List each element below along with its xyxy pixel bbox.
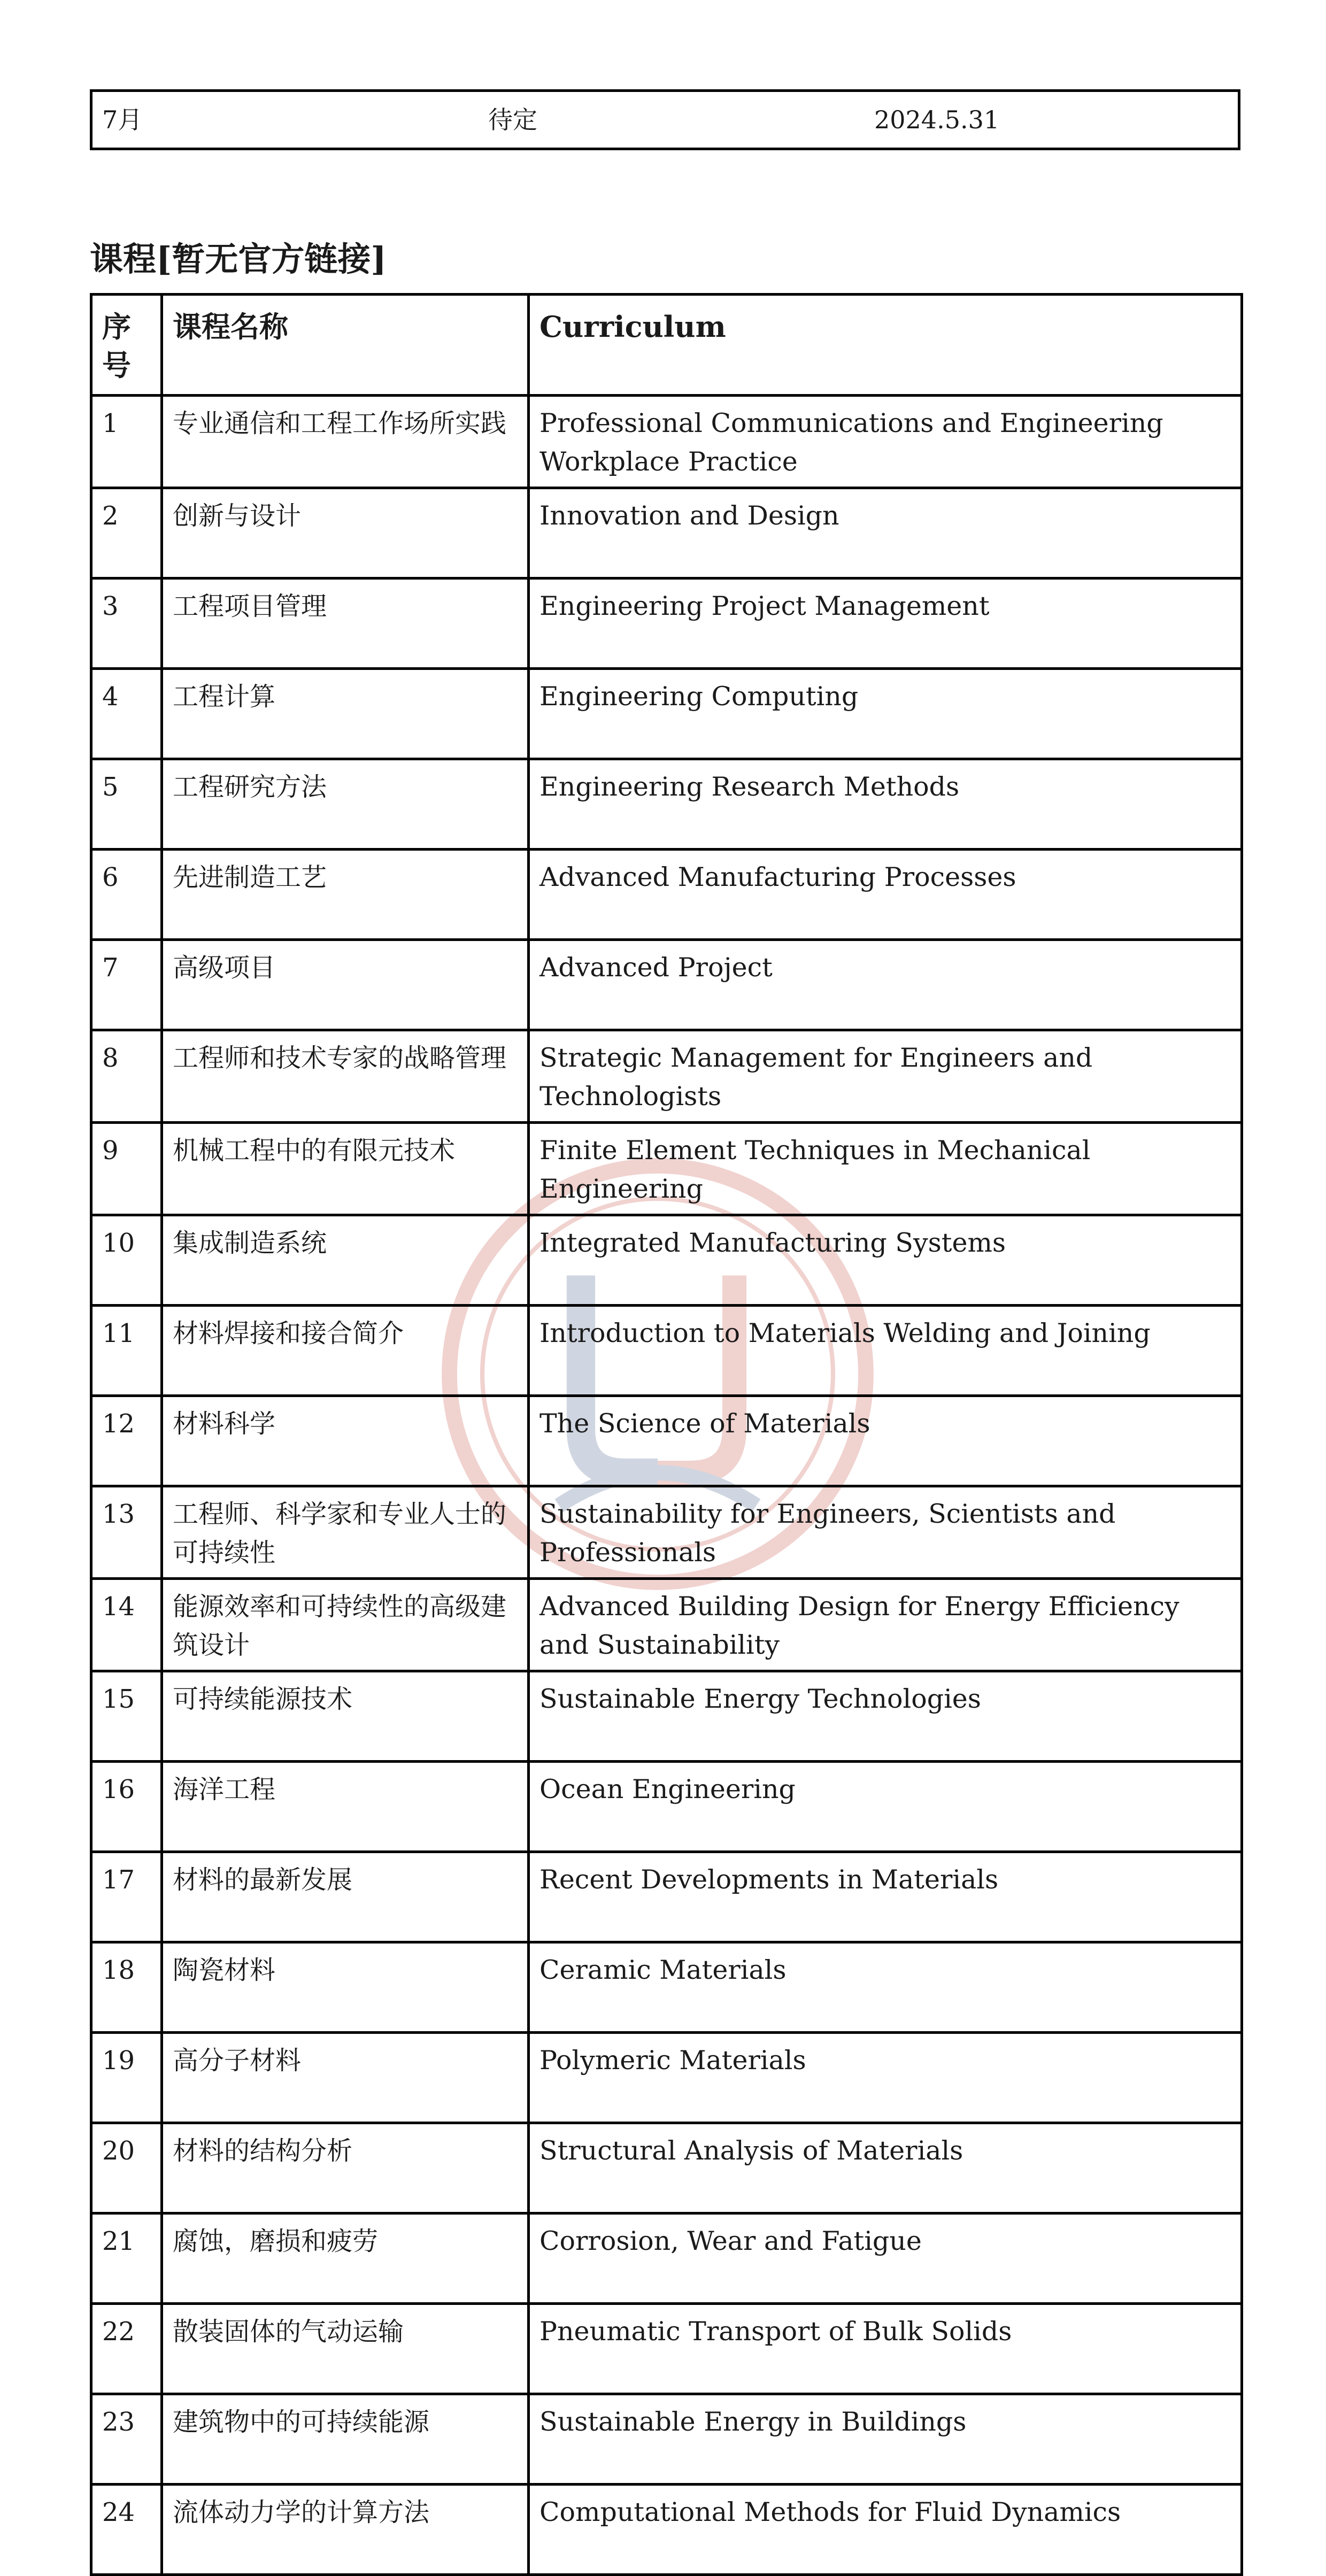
header-no: 序号 [91,295,162,396]
course-name-en: Engineering Research Methods [529,759,1242,850]
course-number: 4 [91,669,162,759]
status-cell: 待定 [488,105,537,134]
course-name-en: Computational Methods for Fluid Dynamics [529,2485,1242,2575]
course-name-en: Strategic Management for Engineers and Technologists [529,1030,1242,1123]
table-row [91,669,1242,759]
table-row [91,940,1242,1030]
table-row [91,759,1242,850]
table-row [91,1762,1242,1852]
course-name-en: Recent Developments in Materials [529,1852,1242,1942]
header-en: Curriculum [529,295,1242,396]
course-number: 22 [91,2304,162,2394]
course-name-en: Ocean Engineering [529,1762,1242,1852]
course-name-en: Advanced Manufacturing Processes [529,850,1242,940]
course-name-zh: 专业通信和工程工作场所实践 [162,396,529,488]
course-name-zh: 创新与设计 [162,488,529,579]
course-name-en: Advanced Building Design for Energy Efficiency and Sustainability [529,1579,1242,1671]
course-name-zh: 先进制造工艺 [162,850,529,940]
table-row [91,1671,1242,1762]
top-info-row [90,89,1240,150]
course-number: 6 [91,850,162,940]
table-row [91,1123,1242,1215]
table-row [91,2033,1242,2123]
course-name-zh: 腐蚀，磨损和疲劳 [162,2213,529,2304]
course-name-zh: 海洋工程 [162,1762,529,1852]
course-name-zh: 机械工程中的有限元技术 [162,1123,529,1215]
course-name-zh: 材料焊接和接合简介 [162,1306,529,1396]
course-number: 1 [91,396,162,488]
table-row [91,1486,1242,1579]
course-number: 5 [91,759,162,850]
course-name-zh: 可持续能源技术 [162,1671,529,1762]
course-number: 14 [91,1579,162,1671]
course-name-en: Finite Element Techniques in Mechanical Engineering [529,1123,1242,1215]
course-number: 9 [91,1123,162,1215]
curriculum-table [90,293,1243,2576]
course-number: 19 [91,2033,162,2123]
course-name-en: Sustainable Energy Technologies [529,1671,1242,1762]
table-row [91,850,1242,940]
course-name-zh: 工程研究方法 [162,759,529,850]
course-number: 21 [91,2213,162,2304]
course-number: 3 [91,579,162,669]
month-cell: 7月 [102,105,143,134]
course-name-en: Engineering Project Management [529,579,1242,669]
course-number: 7 [91,940,162,1030]
course-name-en: Integrated Manufacturing Systems [529,1215,1242,1306]
table-header-row [91,295,1242,396]
course-name-zh: 材料科学 [162,1396,529,1486]
table-row [91,2123,1242,2213]
table-row [91,1030,1242,1123]
course-name-en: Corrosion, Wear and Fatigue [529,2213,1242,2304]
course-name-en: Introduction to Materials Welding and Joining [529,1306,1242,1396]
course-number: 12 [91,1396,162,1486]
course-name-zh: 建筑物中的可持续能源 [162,2394,529,2485]
course-name-en: Pneumatic Transport of Bulk Solids [529,2304,1242,2394]
course-number: 23 [91,2394,162,2485]
date-cell: 2024.5.31 [874,105,1000,134]
course-name-zh: 流体动力学的计算方法 [162,2485,529,2575]
course-name-en: Engineering Computing [529,669,1242,759]
course-name-en: Structural Analysis of Materials [529,2123,1242,2213]
course-name-zh: 工程计算 [162,669,529,759]
course-number: 20 [91,2123,162,2213]
course-name-en: Sustainable Energy in Buildings [529,2394,1242,2485]
course-name-zh: 能源效率和可持续性的高级建筑设计 [162,1579,529,1671]
course-name-en: Innovation and Design [529,488,1242,579]
course-number: 15 [91,1671,162,1762]
table-body [91,396,1242,2575]
table-row [91,2394,1242,2485]
course-number: 8 [91,1030,162,1123]
header-zh: 课程名称 [162,295,529,396]
course-number: 24 [91,2485,162,2575]
table-row [91,1306,1242,1396]
course-name-zh: 陶瓷材料 [162,1942,529,2033]
course-number: 18 [91,1942,162,2033]
course-number: 16 [91,1762,162,1852]
course-number: 17 [91,1852,162,1942]
table-row [91,396,1242,488]
course-name-en: Ceramic Materials [529,1942,1242,2033]
course-name-zh: 工程项目管理 [162,579,529,669]
course-name-zh: 集成制造系统 [162,1215,529,1306]
table-row [91,2213,1242,2304]
table-row [91,1579,1242,1671]
course-name-zh: 工程师和技术专家的战略管理 [162,1030,529,1123]
course-name-zh: 材料的结构分析 [162,2123,529,2213]
table-row [91,1852,1242,1942]
course-number: 11 [91,1306,162,1396]
table-row [91,1942,1242,2033]
course-name-zh: 高级项目 [162,940,529,1030]
table-row [91,579,1242,669]
course-number: 2 [91,488,162,579]
table-row [91,1215,1242,1306]
course-number: 10 [91,1215,162,1306]
course-name-en: The Science of Materials [529,1396,1242,1486]
section-title: 课程[暂无官方链接] [90,240,387,279]
course-name-en: Sustainability for Engineers, Scientists and Professionals [529,1486,1242,1579]
course-name-zh: 高分子材料 [162,2033,529,2123]
course-name-en: Advanced Project [529,940,1242,1030]
table-row [91,1396,1242,1486]
table-row [91,488,1242,579]
course-number: 13 [91,1486,162,1579]
course-name-en: Polymeric Materials [529,2033,1242,2123]
course-name-zh: 散装固体的气动运输 [162,2304,529,2394]
course-name-zh: 工程师、科学家和专业人士的可持续性 [162,1486,529,1579]
table-row [91,2485,1242,2575]
course-name-en: Professional Communications and Engineering Workplace Practice [529,396,1242,488]
course-name-zh: 材料的最新发展 [162,1852,529,1942]
table-row [91,2304,1242,2394]
